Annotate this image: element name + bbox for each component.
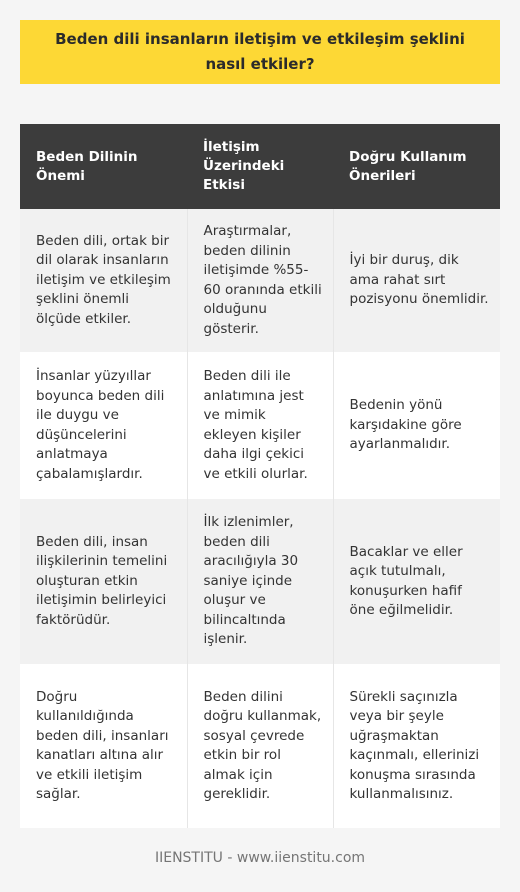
table-cell: İlk izlenimler, beden dili aracılığıyla 30 saniye içinde oluşur ve bilincaltında işlenir.	[187, 499, 333, 664]
table-row	[20, 499, 500, 664]
footer-credit: IIENSTITU - www.iienstitu.com	[154, 850, 366, 866]
table-cell: Beden dili, ortak bir dil olarak insanların iletişim ve etkileşim şeklini önemli ölçüde etkiler.	[20, 209, 187, 352]
page-title-text: Beden dili insanların iletişim ve etkileşim şeklini nasıl etkiler?	[55, 30, 465, 73]
table-cell: Beden dili, insan ilişkilerinin temelini oluşturan etkin iletişimin belirleyici faktörüdür.	[20, 499, 187, 664]
column-header: Beden Dilinin Önemi	[36, 148, 138, 184]
table-cell: Doğru kullanıldığında beden dili, insanları kanatları altına alır ve etkili iletişim sağlar.	[20, 664, 187, 828]
table-row	[20, 209, 500, 352]
table-row	[20, 664, 500, 828]
table-cell: Sürekli saçınızla veya bir şeyle uğraşmaktan kaçınmalı, ellerinizi konuşma sırasında kullanmalısınız.	[349, 688, 480, 802]
comparison-table	[20, 124, 500, 828]
table-cell: Bedenin yönü karşıdakine göre ayarlanmalıdır.	[349, 397, 462, 453]
table-cell: İnsanlar yüzyıllar boyunca beden dili ile duygu ve düşüncelerini anlatmaya çabalamışlardır.	[20, 352, 187, 499]
column-header: İletişim Üzerindeki Etkisi	[203, 139, 285, 193]
table-cell: Araştırmalar, beden dilinin iletişimde %55-60 oranında etkili olduğunu gösterir.	[187, 209, 333, 352]
table-cell: Bacaklar ve eller açık tutulmalı, konuşurken hafif öne eğilmelidir.	[349, 543, 463, 618]
table-row	[20, 352, 500, 499]
table-cell: Beden dili ile anlatımına jest ve mimik ekleyen kişiler daha ilgi çekici ve etkili olurlar.	[187, 352, 333, 499]
column-header: Doğru Kullanım Önerileri	[349, 148, 467, 184]
table-cell: İyi bir duruş, dik ama rahat sırt pozisyonu önemlidir.	[349, 252, 489, 308]
table-cell: Beden dilini doğru kullanmak, sosyal çevrede etkin bir rol almak için gereklidir.	[187, 664, 333, 828]
page-title	[20, 20, 500, 84]
table-header-row	[20, 124, 500, 209]
